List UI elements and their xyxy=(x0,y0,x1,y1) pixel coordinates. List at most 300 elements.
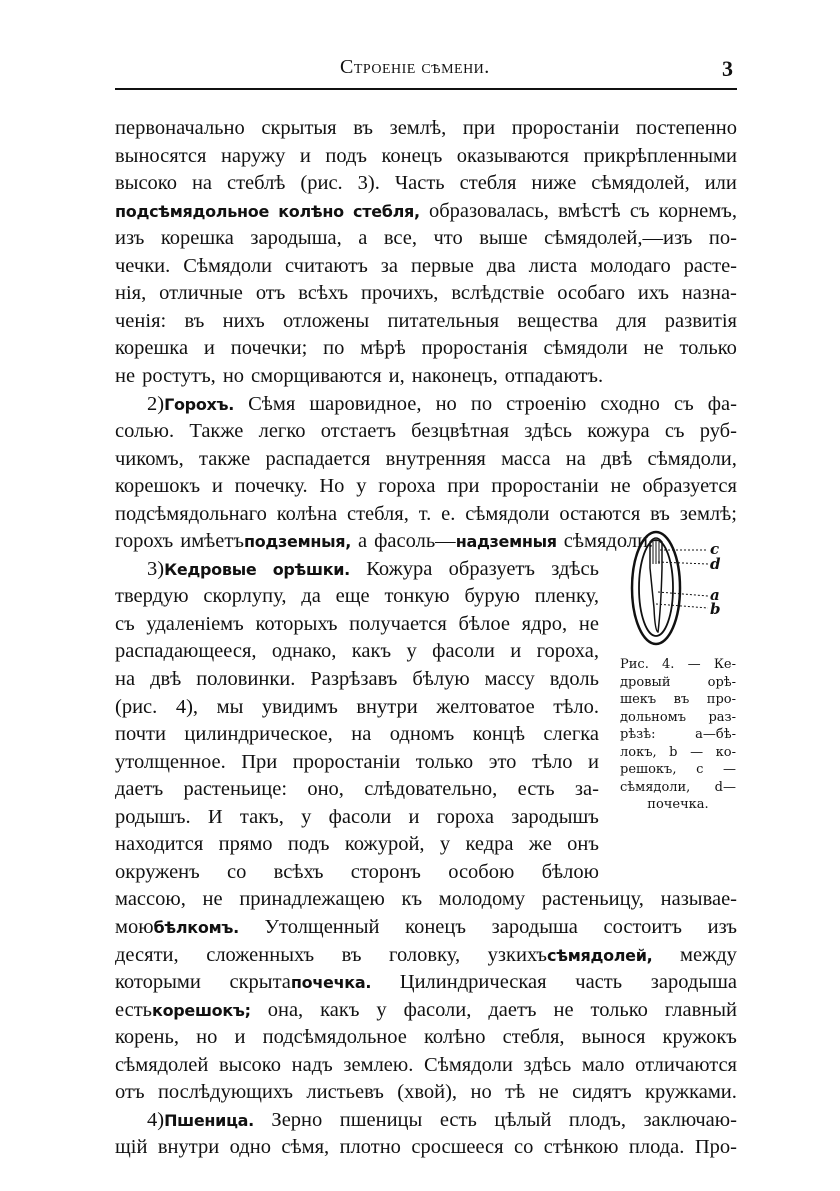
word xyxy=(464,583,519,609)
word xyxy=(579,611,599,637)
word-text: удаленіемъ xyxy=(146,612,244,635)
word-text: желтоватое xyxy=(436,695,535,718)
word-text: кожурой, xyxy=(344,833,425,856)
word-text: листа xyxy=(528,254,578,277)
word-text: массу xyxy=(484,668,535,690)
word-text: солью. xyxy=(115,420,175,443)
word xyxy=(230,1134,271,1160)
word xyxy=(524,1052,572,1078)
word xyxy=(648,446,737,472)
word-text: проростаніи xyxy=(511,117,620,139)
word-text: но xyxy=(470,1081,492,1104)
word-text: зародыша, xyxy=(250,227,342,250)
word xyxy=(409,804,420,830)
word xyxy=(542,859,599,885)
word-text: изъ xyxy=(707,915,737,938)
word xyxy=(248,391,295,417)
word xyxy=(301,583,321,609)
word-text: прочихъ, xyxy=(361,282,439,305)
word xyxy=(298,280,348,306)
word xyxy=(115,473,200,499)
word-text: родышъ. xyxy=(115,805,191,828)
word xyxy=(292,1052,333,1078)
word-text: или xyxy=(704,172,737,195)
text-line xyxy=(115,363,737,389)
word xyxy=(682,280,737,306)
word xyxy=(343,1052,413,1078)
word xyxy=(514,1134,533,1160)
word-text: главный xyxy=(664,998,737,1021)
word-text: выносятся xyxy=(115,144,207,167)
word xyxy=(638,280,669,306)
word-text: подъ xyxy=(325,144,368,167)
word xyxy=(384,225,417,251)
word-text: образовалась, xyxy=(429,199,549,222)
word xyxy=(587,418,649,444)
word xyxy=(407,638,417,664)
word-text: съ xyxy=(629,199,650,222)
text-line xyxy=(115,1079,737,1105)
word-text: мою xyxy=(115,915,154,938)
word-text: двѣ xyxy=(150,668,182,690)
word xyxy=(358,225,367,251)
word-text: распадается xyxy=(265,447,371,470)
word xyxy=(544,225,692,251)
word xyxy=(277,501,337,527)
text-line xyxy=(115,638,599,664)
word xyxy=(321,418,396,444)
word xyxy=(440,831,450,857)
word-text: со xyxy=(514,1136,534,1159)
word-text: Цилиндрическая xyxy=(399,971,547,994)
word-text: фасоли, xyxy=(403,998,472,1021)
word xyxy=(441,501,455,527)
word-text: только xyxy=(679,337,737,360)
word-text: корешокъ xyxy=(115,475,201,498)
word-text: цилиндрическое, xyxy=(184,723,333,746)
word-text: въ xyxy=(650,502,670,525)
word xyxy=(491,473,599,499)
text-line xyxy=(115,666,599,692)
caption-line: Рис. 4. — Ке- xyxy=(620,657,736,672)
word xyxy=(405,914,466,940)
word-text: вслѣдствіе xyxy=(451,282,545,305)
text-line xyxy=(115,831,599,857)
word xyxy=(643,1107,736,1133)
word-text: по xyxy=(323,337,345,360)
word xyxy=(278,198,344,224)
word-text: щій xyxy=(115,1136,148,1159)
word xyxy=(364,776,497,802)
word xyxy=(353,115,373,141)
cotyledon-lines xyxy=(653,540,659,564)
word xyxy=(636,115,737,141)
word xyxy=(424,1052,513,1078)
word xyxy=(557,280,625,306)
word-text: массою, xyxy=(115,888,186,911)
word-text: сѣмядоли xyxy=(543,337,628,360)
word xyxy=(582,1052,625,1078)
word xyxy=(553,997,573,1023)
word-text: расте- xyxy=(683,254,737,277)
word xyxy=(544,1134,619,1160)
word-text: съ xyxy=(664,420,685,443)
word xyxy=(506,391,586,417)
word xyxy=(340,1134,401,1160)
word-text: тѣ xyxy=(505,1081,526,1104)
word xyxy=(196,666,295,692)
word-text: мало xyxy=(581,1053,625,1076)
word xyxy=(651,969,737,995)
word xyxy=(397,1079,457,1105)
word xyxy=(537,638,599,664)
text-line xyxy=(115,225,737,251)
word xyxy=(360,335,405,361)
bold-term: стебля, xyxy=(353,201,420,221)
word xyxy=(115,1024,179,1050)
word-text: стебля, xyxy=(502,1026,565,1049)
word xyxy=(485,666,535,692)
word xyxy=(416,749,473,775)
word xyxy=(404,997,472,1023)
word xyxy=(470,1079,491,1105)
figure-label-a: a xyxy=(710,586,720,604)
word-text: и xyxy=(408,805,420,828)
word xyxy=(539,1079,559,1105)
word xyxy=(259,418,306,444)
word-text: первоначально xyxy=(115,117,245,139)
word xyxy=(390,721,455,747)
word-text: состоитъ xyxy=(603,915,682,938)
word-text: пленку, xyxy=(534,585,599,608)
word xyxy=(665,308,737,334)
word xyxy=(217,694,244,720)
word-text: съ xyxy=(673,392,694,415)
text-line xyxy=(115,583,599,609)
word xyxy=(235,473,308,499)
word-text: вдоль xyxy=(549,668,599,690)
caption-line: локъ, b — ко- xyxy=(620,744,736,760)
word-text: гороха xyxy=(436,805,494,828)
text-line xyxy=(115,1024,737,1050)
word-text: въ xyxy=(184,309,205,332)
word-text: всѣхъ xyxy=(298,282,349,305)
word-text: кружокъ xyxy=(662,1026,737,1049)
word xyxy=(479,225,527,251)
word-text: высоко xyxy=(219,1053,281,1076)
figure-caption xyxy=(620,656,736,814)
word xyxy=(263,1024,407,1050)
word xyxy=(501,446,550,472)
word-text: и xyxy=(211,475,223,498)
word-text: сморщиваются xyxy=(251,364,382,387)
word-text: не xyxy=(538,1081,559,1104)
word xyxy=(705,170,737,196)
word xyxy=(342,942,362,968)
word-text: одно xyxy=(229,1136,271,1159)
word-text: (рис. xyxy=(115,695,158,718)
word-text: не xyxy=(202,888,223,911)
word-text: мѣрѣ xyxy=(360,337,406,360)
word xyxy=(189,418,243,444)
word-text: еще xyxy=(335,585,370,608)
word xyxy=(488,942,653,968)
word-text: нія, xyxy=(115,282,147,305)
word xyxy=(665,418,685,444)
word xyxy=(223,308,265,334)
word-text: (хвой), xyxy=(397,1081,458,1104)
word xyxy=(203,583,286,609)
word-text: здѣсь xyxy=(523,1053,572,1076)
word xyxy=(356,473,366,499)
word xyxy=(616,308,646,334)
word-text: вмѣстѣ xyxy=(558,199,621,222)
word xyxy=(650,501,670,527)
word-text: безцвѣтная xyxy=(411,420,510,443)
word xyxy=(159,280,243,306)
bold-term: надземныя xyxy=(455,532,557,552)
figure-label-c: c xyxy=(710,540,720,558)
word-text: При xyxy=(241,750,278,773)
word-text: сѣмядоли, xyxy=(647,447,737,470)
word xyxy=(227,170,285,196)
word-text: бурую xyxy=(464,585,520,608)
word-text: есть xyxy=(115,998,153,1021)
word xyxy=(389,942,460,968)
text-line xyxy=(115,473,737,499)
text-line xyxy=(115,198,737,224)
word xyxy=(550,666,599,692)
word-text: растеньице: xyxy=(183,778,288,801)
word-text: по xyxy=(470,392,493,415)
word xyxy=(265,914,380,940)
word-text: которыми xyxy=(115,971,201,994)
bold-term: бѣлкомъ. xyxy=(153,917,239,937)
word xyxy=(115,1052,208,1078)
word-text: шаровидное, xyxy=(309,392,422,415)
word-text: получается xyxy=(349,612,447,635)
word-text: со xyxy=(227,860,247,883)
word-text: не xyxy=(553,998,574,1021)
bold-term: почечка. xyxy=(290,973,372,993)
word-text: фасоли xyxy=(432,640,495,663)
word-text: Сѣмядоли xyxy=(424,1053,513,1076)
page-number: 3 xyxy=(722,56,734,81)
word xyxy=(185,308,205,334)
word-text: отличные xyxy=(159,282,243,305)
word xyxy=(161,225,234,251)
word xyxy=(256,280,286,306)
word xyxy=(115,997,251,1023)
word-text: послѣдующихъ xyxy=(157,1081,293,1104)
word xyxy=(301,804,311,830)
word-text: высоко xyxy=(115,172,177,195)
word-text: питательныя xyxy=(387,309,500,332)
word xyxy=(115,969,201,995)
word xyxy=(645,1079,737,1105)
word xyxy=(566,446,586,472)
word-text: внутри xyxy=(157,1136,220,1159)
word-text: находится xyxy=(115,833,204,856)
word-text: концѣ xyxy=(472,723,525,746)
word xyxy=(115,170,177,196)
word xyxy=(300,170,342,196)
word-text: скорлупу, xyxy=(203,585,287,608)
word xyxy=(115,115,245,141)
text-line xyxy=(115,1107,737,1133)
word-text: колѣно xyxy=(424,1026,486,1049)
word-text: на xyxy=(565,447,586,470)
word-text: она, xyxy=(267,998,304,1021)
word xyxy=(319,473,344,499)
text-line xyxy=(115,804,599,830)
word-text: сѣмядоли. xyxy=(563,530,654,553)
word xyxy=(115,335,188,361)
word-text: назна- xyxy=(681,282,737,305)
word-text: только xyxy=(590,998,648,1021)
word xyxy=(460,170,517,196)
word xyxy=(356,694,417,720)
text-line xyxy=(115,1134,737,1160)
word xyxy=(591,170,689,196)
text-line xyxy=(115,335,737,361)
word-text: ростутъ, xyxy=(142,364,216,387)
word-text: сѣмядолей,—изъ xyxy=(544,227,693,250)
word-text: Утолщенный xyxy=(264,915,380,938)
text-line xyxy=(115,694,599,720)
word xyxy=(601,446,632,472)
word xyxy=(708,914,737,940)
word xyxy=(386,446,486,472)
word-text: при xyxy=(447,475,480,498)
word xyxy=(522,611,567,637)
bold-term: сѣмядолей, xyxy=(547,945,653,965)
word xyxy=(115,776,163,802)
word xyxy=(227,859,246,885)
word xyxy=(251,363,382,389)
word xyxy=(329,804,392,830)
word-text: строенію xyxy=(506,392,587,415)
word xyxy=(376,997,386,1023)
word-text: зародыша xyxy=(491,915,578,938)
text-line xyxy=(115,556,599,582)
word xyxy=(231,335,308,361)
word xyxy=(147,1107,254,1133)
caption-line: рѣзѣ: a—бѣ- xyxy=(620,727,736,742)
word xyxy=(352,638,391,664)
word-text: да xyxy=(301,585,321,608)
word-text: но xyxy=(435,392,457,415)
word xyxy=(274,859,324,885)
word-text: Сѣмядоли xyxy=(183,254,273,277)
word-text: у xyxy=(439,833,451,856)
word-text: при xyxy=(462,117,496,139)
word xyxy=(575,776,599,802)
word-text: 2) xyxy=(147,392,165,415)
word xyxy=(115,1134,147,1160)
word-text: и xyxy=(203,337,215,360)
word xyxy=(115,253,170,279)
word xyxy=(115,583,189,609)
word xyxy=(306,1079,383,1105)
word xyxy=(115,694,157,720)
word-text: нихъ xyxy=(222,309,265,332)
word xyxy=(219,1052,281,1078)
word-text: остаются xyxy=(559,502,641,525)
word xyxy=(604,914,682,940)
word-text: фасоль— xyxy=(374,530,456,553)
word xyxy=(250,225,341,251)
word xyxy=(429,198,549,224)
word-text: бѣлую xyxy=(412,668,470,690)
caption-line: решокъ, c — xyxy=(620,762,736,777)
word xyxy=(221,143,285,169)
word-text: образуетъ xyxy=(448,557,535,580)
word-text: внутри xyxy=(356,695,418,718)
word xyxy=(115,666,135,692)
text-line xyxy=(115,391,737,417)
word xyxy=(115,501,267,527)
word-text: и xyxy=(588,750,599,773)
word xyxy=(665,997,737,1023)
word-text: десяти, xyxy=(115,943,179,966)
word-text: и, xyxy=(388,364,405,387)
text-line xyxy=(115,969,737,995)
word xyxy=(196,1024,217,1050)
figure-pine-nut-section xyxy=(628,528,738,653)
word-text: двѣ xyxy=(601,447,633,470)
word-text: даетъ xyxy=(488,998,537,1021)
word xyxy=(529,831,552,857)
word xyxy=(268,997,303,1023)
word-text: пшеницы xyxy=(339,1108,423,1131)
word-text: распадающееся, xyxy=(115,640,257,663)
word-text: сходно xyxy=(600,392,660,415)
word xyxy=(412,363,498,389)
word xyxy=(411,1134,503,1160)
word xyxy=(340,1107,423,1133)
word xyxy=(351,859,421,885)
word-text: окруженъ xyxy=(115,860,200,883)
word-text: корень, xyxy=(115,1026,179,1049)
word-text: имѣетъ xyxy=(180,530,244,553)
word-text: почечки; xyxy=(230,337,308,360)
word-text: подсѣмядольнаго xyxy=(115,502,267,525)
word xyxy=(590,253,671,279)
word-text: между xyxy=(680,943,737,966)
word xyxy=(424,1024,485,1050)
word-text: въ xyxy=(341,943,362,966)
word xyxy=(115,749,226,775)
word-text: здѣсь xyxy=(551,557,599,580)
word-text: Кожура xyxy=(366,557,433,580)
word xyxy=(353,198,420,224)
word xyxy=(115,914,239,940)
word xyxy=(358,170,380,196)
text-line xyxy=(115,914,737,940)
word xyxy=(432,638,495,664)
caption-line: дровый орѣ- xyxy=(620,674,736,690)
figure-label-b: b xyxy=(710,600,721,618)
word-text: отпадаютъ. xyxy=(504,364,604,387)
word xyxy=(635,1052,737,1078)
word-text: Но xyxy=(319,475,345,498)
word-text: но xyxy=(222,364,245,387)
word xyxy=(147,556,256,582)
word-text: развитія xyxy=(664,309,737,332)
word xyxy=(572,1079,632,1105)
word-text: утолщенное. xyxy=(115,750,226,773)
